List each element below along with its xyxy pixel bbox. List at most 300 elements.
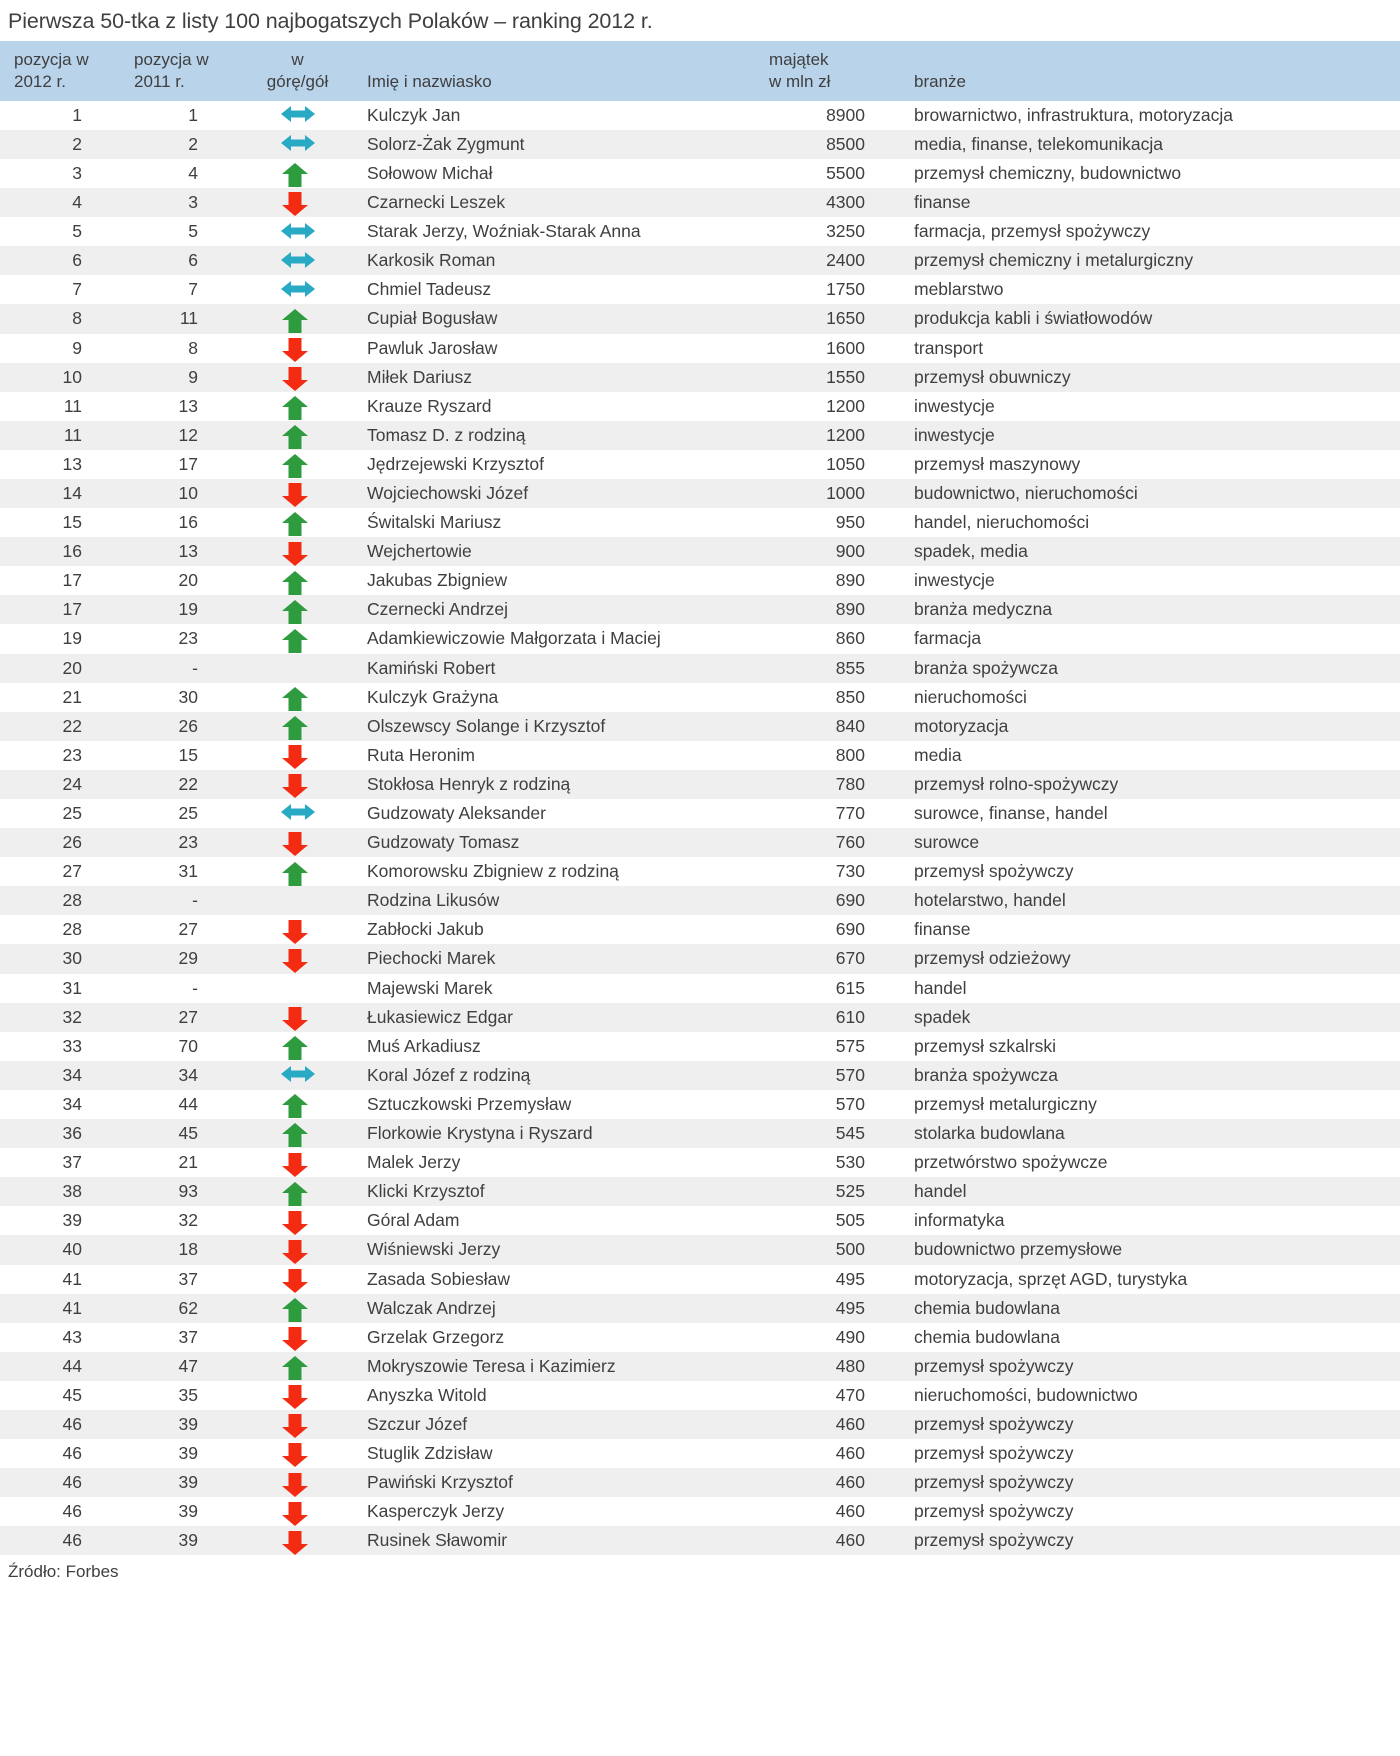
cell-industry: surowce — [914, 832, 980, 853]
cell-position-2012: 41 — [62, 1268, 82, 1289]
table-row — [0, 654, 1400, 683]
cell-position-2011: 27 — [178, 1006, 198, 1027]
table-row — [0, 683, 1400, 712]
cell-industry: przemysł spożywczy — [914, 861, 1074, 882]
arrow-down-icon — [280, 1326, 316, 1352]
cell-industry: finanse — [914, 919, 971, 940]
table-row — [0, 1439, 1400, 1468]
table-body — [0, 101, 1400, 1556]
cell-industry: przemysł spożywczy — [914, 1443, 1074, 1464]
cell-wealth-value: 855 — [835, 657, 865, 678]
cell-person-name: Jędrzejewski Krzysztof — [367, 453, 544, 474]
table-row — [0, 1206, 1400, 1235]
cell-wealth-value: 2400 — [826, 250, 865, 271]
cell-wealth-value: 530 — [835, 1152, 865, 1173]
cell-person-name: Grzelak Grzegorz — [367, 1326, 505, 1347]
cell-position-2012: 41 — [62, 1297, 82, 1318]
cell-wealth-value: 460 — [835, 1413, 865, 1434]
cell-trend — [240, 1352, 355, 1381]
table-row — [0, 595, 1400, 624]
cell-person-name: Anyszka Witold — [367, 1384, 487, 1405]
cell-person-name: Gudzowaty Tomasz — [367, 832, 520, 853]
cell-trend — [240, 1206, 355, 1235]
arrow-up-icon — [280, 1297, 316, 1323]
cell-position-2012: 16 — [62, 541, 82, 562]
cell-position-2011: 27 — [178, 919, 198, 940]
cell-wealth-value: 3250 — [826, 221, 865, 242]
cell-wealth-value: 850 — [835, 686, 865, 707]
cell-wealth-value: 495 — [835, 1268, 865, 1289]
cell-industry: budownictwo, nieruchomości — [914, 482, 1138, 503]
table-row — [0, 304, 1400, 333]
cell-wealth-value: 570 — [835, 1093, 865, 1114]
cell-trend — [240, 1265, 355, 1294]
cell-trend — [240, 363, 355, 392]
cell-industry: branża spożywcza — [914, 1064, 1058, 1085]
arrow-down-icon — [280, 773, 316, 799]
table-row — [0, 1352, 1400, 1381]
cell-person-name: Stuglik Zdzisław — [367, 1443, 493, 1464]
cell-person-name: Komorowsku Zbigniew z rodziną — [367, 861, 619, 882]
cell-industry: inwestycje — [914, 424, 995, 445]
table-row — [0, 1177, 1400, 1206]
arrow-up-icon — [280, 162, 316, 188]
cell-position-2012: 1 — [72, 104, 82, 125]
cell-position-2011: 11 — [179, 308, 198, 329]
header-line2: branże — [914, 72, 966, 92]
table-row — [0, 624, 1400, 653]
cell-industry: przemysł rolno-spożywczy — [914, 773, 1119, 794]
cell-trend — [240, 595, 355, 624]
cell-industry: stolarka budowlana — [914, 1123, 1065, 1144]
cell-trend — [240, 1381, 355, 1410]
cell-position-2011: 7 — [188, 279, 198, 300]
cell-person-name: Kasperczyk Jerzy — [367, 1501, 505, 1522]
cell-person-name: Zabłocki Jakub — [367, 919, 484, 940]
cell-industry: hotelarstwo, handel — [914, 890, 1066, 911]
cell-wealth-value: 1750 — [826, 279, 865, 300]
table-row — [0, 159, 1400, 188]
cell-person-name: Walczak Andrzej — [367, 1297, 496, 1318]
arrow-down-icon — [280, 191, 316, 217]
cell-trend — [240, 217, 355, 246]
table-row — [0, 828, 1400, 857]
cell-position-2011: 39 — [178, 1530, 198, 1551]
cell-industry: handel — [914, 977, 967, 998]
table-row — [0, 421, 1400, 450]
cell-wealth-value: 460 — [835, 1472, 865, 1493]
cell-wealth-value: 840 — [835, 715, 865, 736]
cell-trend — [240, 1468, 355, 1497]
cell-trend — [240, 479, 355, 508]
cell-person-name: Karkosik Roman — [367, 250, 496, 271]
cell-trend — [240, 1235, 355, 1264]
cell-person-name: Zasada Sobiesław — [367, 1268, 510, 1289]
cell-position-2011: 6 — [188, 250, 198, 271]
cell-position-2011: 37 — [178, 1268, 198, 1289]
cell-person-name: Kulczyk Jan — [367, 104, 461, 125]
cell-person-name: Solorz-Żak Zygmunt — [367, 133, 525, 154]
cell-person-name: Sołowow Michał — [367, 162, 493, 183]
cell-trend — [240, 246, 355, 275]
cell-position-2012: 46 — [62, 1472, 82, 1493]
table-row — [0, 479, 1400, 508]
cell-position-2011: 39 — [178, 1472, 198, 1493]
arrow-up-icon — [280, 570, 316, 596]
cell-position-2012: 32 — [62, 1006, 82, 1027]
table-row — [0, 217, 1400, 246]
cell-position-2011: 39 — [178, 1413, 198, 1434]
cell-industry: przemysł spożywczy — [914, 1355, 1074, 1376]
cell-trend — [240, 159, 355, 188]
cell-position-2012: 24 — [62, 773, 82, 794]
cell-industry: przemysł metalurgiczny — [914, 1093, 1097, 1114]
cell-position-2011: 5 — [188, 221, 198, 242]
cell-person-name: Krauze Ryszard — [367, 395, 492, 416]
table-row — [0, 1497, 1400, 1526]
cell-trend — [240, 1410, 355, 1439]
cell-position-2011: 16 — [178, 512, 198, 533]
cell-wealth-value: 950 — [835, 512, 865, 533]
cell-person-name: Pawiński Krzysztof — [367, 1472, 513, 1493]
cell-trend — [240, 886, 355, 915]
header-line1: majątek — [769, 49, 829, 69]
cell-person-name: Kamiński Robert — [367, 657, 496, 678]
header-line1: w — [291, 49, 304, 69]
arrow-up-icon — [280, 453, 316, 479]
arrow-up-icon — [280, 686, 316, 712]
cell-person-name: Gudzowaty Aleksander — [367, 803, 546, 823]
cell-position-2011: 45 — [178, 1123, 198, 1144]
cell-wealth-value: 470 — [835, 1384, 865, 1405]
cell-person-name: Mokryszowie Teresa i Kazimierz — [367, 1355, 616, 1376]
cell-position-2011: 35 — [178, 1384, 198, 1405]
cell-position-2011: 37 — [178, 1326, 198, 1347]
cell-position-2012: 40 — [62, 1239, 82, 1260]
cell-industry: branża spożywcza — [914, 657, 1058, 678]
table-row — [0, 1090, 1400, 1119]
table-row — [0, 857, 1400, 886]
cell-person-name: Czernecki Andrzej — [367, 599, 509, 620]
column-header-branch — [900, 41, 1400, 101]
cell-industry: transport — [914, 337, 984, 358]
cell-industry: przemysł chemiczny, budownictwo — [914, 162, 1182, 183]
cell-position-2011: 22 — [178, 773, 198, 794]
header-line2: w mln zł — [769, 72, 831, 92]
cell-position-2012: 46 — [62, 1443, 82, 1464]
cell-wealth-value: 8500 — [826, 133, 865, 154]
table-row — [0, 508, 1400, 537]
cell-trend — [240, 654, 355, 683]
cell-industry: przemysł spożywczy — [914, 1530, 1074, 1551]
cell-position-2012: 9 — [72, 337, 82, 358]
table-row — [0, 1003, 1400, 1032]
arrow-up-icon — [280, 1181, 316, 1207]
cell-position-2012: 39 — [62, 1210, 82, 1231]
arrow-flat-icon — [280, 221, 316, 247]
cell-trend — [240, 1497, 355, 1526]
cell-trend — [240, 1177, 355, 1206]
table-row — [0, 1381, 1400, 1410]
cell-industry: przetwórstwo spożywcze — [914, 1152, 1108, 1173]
cell-trend — [240, 1119, 355, 1148]
cell-wealth-value: 690 — [835, 890, 865, 911]
table-row — [0, 712, 1400, 741]
cell-trend — [240, 188, 355, 217]
arrow-up-icon — [280, 511, 316, 537]
cell-wealth-value: 460 — [835, 1443, 865, 1464]
arrow-flat-icon — [280, 133, 316, 159]
cell-position-2012: 28 — [62, 890, 82, 911]
cell-position-2012: 19 — [62, 628, 82, 649]
arrow-up-icon — [280, 1035, 316, 1061]
cell-trend — [240, 1439, 355, 1468]
cell-position-2012: 26 — [62, 832, 82, 853]
cell-industry: przemysł chemiczny i metalurgiczny — [914, 250, 1194, 271]
cell-industry: media, finanse, telekomunikacja — [914, 133, 1164, 154]
cell-position-2012: 5 — [72, 221, 82, 242]
cell-wealth-value: 505 — [835, 1210, 865, 1231]
cell-position-2011: 13 — [178, 541, 198, 562]
arrow-up-icon — [280, 395, 316, 421]
cell-trend — [240, 130, 355, 159]
table-row — [0, 886, 1400, 915]
arrow-up-icon — [280, 308, 316, 334]
cell-position-2011: 70 — [178, 1035, 198, 1056]
arrow-none-icon — [280, 890, 316, 916]
column-header-trend — [240, 41, 355, 101]
cell-position-2011: - — [192, 977, 198, 998]
cell-wealth-value: 480 — [835, 1355, 865, 1376]
arrow-none-icon — [280, 657, 316, 683]
table-row — [0, 799, 1400, 828]
ranking-table — [0, 41, 1400, 1556]
cell-person-name: Adamkiewiczowie Małgorzata i Maciej — [367, 628, 661, 649]
cell-position-2011: 23 — [178, 832, 198, 853]
cell-wealth-value: 500 — [835, 1239, 865, 1260]
arrow-up-icon — [280, 599, 316, 625]
cell-wealth-value: 670 — [835, 948, 865, 969]
header-line1: pozycja w — [134, 49, 209, 69]
table-row — [0, 1410, 1400, 1439]
table-row — [0, 275, 1400, 304]
cell-industry: motoryzacja — [914, 715, 1009, 736]
cell-position-2011: 2 — [188, 133, 198, 154]
cell-person-name: Świtalski Mariusz — [367, 512, 502, 533]
arrow-down-icon — [280, 919, 316, 945]
cell-trend — [240, 450, 355, 479]
arrow-flat-icon — [280, 104, 316, 130]
cell-trend — [240, 304, 355, 333]
source-note: Źródło: Forbes — [8, 1562, 119, 1582]
cell-position-2011: 10 — [178, 482, 198, 503]
cell-trend — [240, 741, 355, 770]
header-line1: pozycja w — [14, 49, 89, 69]
cell-industry: przemysł odzieżowy — [914, 948, 1071, 969]
cell-person-name: Starak Jerzy, Woźniak-Starak Anna — [367, 221, 641, 242]
arrow-down-icon — [280, 1006, 316, 1032]
arrow-up-icon — [280, 628, 316, 654]
cell-trend — [240, 915, 355, 944]
table-row — [0, 974, 1400, 1003]
table-row — [0, 1119, 1400, 1148]
cell-position-2012: 45 — [62, 1384, 82, 1405]
cell-wealth-value: 1000 — [826, 482, 865, 503]
cell-industry: przemysł szkalrski — [914, 1035, 1056, 1056]
cell-person-name: Wiśniewski Jerzy — [367, 1239, 501, 1260]
arrow-up-icon — [280, 715, 316, 741]
arrow-down-icon — [280, 744, 316, 770]
table-row — [0, 1061, 1400, 1090]
cell-trend — [240, 770, 355, 799]
table-row — [0, 1148, 1400, 1177]
cell-trend — [240, 828, 355, 857]
cell-industry: chemia budowlana — [914, 1326, 1060, 1347]
header-line2: Imię i nazwiasko — [367, 72, 492, 92]
cell-trend — [240, 624, 355, 653]
cell-position-2011: 1 — [188, 104, 198, 125]
arrow-down-icon — [280, 948, 316, 974]
cell-industry: farmacja, przemysł spożywczy — [914, 221, 1151, 242]
table-row — [0, 1294, 1400, 1323]
cell-person-name: Koral Józef z rodziną — [367, 1064, 531, 1085]
cell-position-2011: 34 — [178, 1064, 198, 1085]
cell-trend — [240, 392, 355, 421]
cell-wealth-value: 575 — [835, 1035, 865, 1056]
cell-position-2012: 34 — [62, 1064, 82, 1085]
cell-position-2012: 17 — [62, 599, 82, 620]
cell-person-name: Malek Jerzy — [367, 1152, 461, 1173]
header-line2: 2012 r. — [14, 72, 66, 92]
cell-person-name: Olszewscy Solange i Krzysztof — [367, 715, 606, 736]
cell-wealth-value: 890 — [835, 599, 865, 620]
cell-position-2012: 27 — [62, 861, 82, 882]
arrow-down-icon — [280, 1530, 316, 1556]
table-row — [0, 566, 1400, 595]
cell-industry: meblarstwo — [914, 279, 1004, 300]
arrow-down-icon — [280, 1501, 316, 1527]
cell-trend — [240, 566, 355, 595]
arrow-down-icon — [280, 366, 316, 392]
cell-industry: handel, nieruchomości — [914, 512, 1090, 533]
cell-wealth-value: 460 — [835, 1501, 865, 1522]
table-row — [0, 1323, 1400, 1352]
cell-position-2012: 36 — [62, 1123, 82, 1144]
cell-trend — [240, 101, 355, 130]
table-row — [0, 392, 1400, 421]
cell-trend — [240, 334, 355, 363]
table-row — [0, 915, 1400, 944]
cell-industry: przemysł obuwniczy — [914, 366, 1071, 387]
cell-position-2011: - — [192, 890, 198, 911]
arrow-up-icon — [280, 424, 316, 450]
cell-person-name: Tomasz D. z rodziną — [367, 424, 526, 445]
cell-wealth-value: 5500 — [826, 162, 865, 183]
cell-industry: finanse — [914, 192, 971, 213]
cell-position-2012: 20 — [62, 657, 82, 678]
cell-industry: surowce, finanse, handel — [914, 803, 1108, 823]
cell-trend — [240, 1003, 355, 1032]
cell-position-2011: 18 — [178, 1239, 198, 1260]
cell-position-2011: 62 — [178, 1297, 198, 1318]
cell-wealth-value: 1550 — [826, 366, 865, 387]
cell-position-2011: 32 — [178, 1210, 198, 1231]
table-row — [0, 334, 1400, 363]
cell-wealth-value: 610 — [835, 1006, 865, 1027]
cell-person-name: Rusinek Sławomir — [367, 1530, 508, 1551]
table-row — [0, 741, 1400, 770]
column-header-pos2012 — [0, 41, 120, 101]
cell-person-name: Miłek Dariusz — [367, 366, 473, 387]
header-row — [0, 41, 1400, 101]
cell-wealth-value: 490 — [835, 1326, 865, 1347]
cell-person-name: Szczur Józef — [367, 1413, 468, 1434]
cell-industry: przemysł spożywczy — [914, 1472, 1074, 1493]
cell-person-name: Czarnecki Leszek — [367, 192, 506, 213]
cell-position-2012: 30 — [62, 948, 82, 969]
cell-industry: chemia budowlana — [914, 1297, 1060, 1318]
cell-position-2011: 13 — [178, 395, 198, 416]
cell-industry: nieruchomości — [914, 686, 1027, 707]
cell-industry: branża medyczna — [914, 599, 1053, 620]
cell-wealth-value: 1050 — [826, 453, 865, 474]
cell-person-name: Wojciechowski Józef — [367, 482, 529, 503]
cell-wealth-value: 780 — [835, 773, 865, 794]
cell-trend — [240, 508, 355, 537]
cell-position-2011: - — [192, 657, 198, 678]
cell-wealth-value: 8900 — [826, 104, 865, 125]
cell-position-2012: 21 — [62, 686, 82, 707]
cell-industry: inwestycje — [914, 395, 995, 416]
arrow-down-icon — [280, 482, 316, 508]
arrow-flat-icon — [280, 250, 316, 276]
cell-industry: nieruchomości, budownictwo — [914, 1384, 1138, 1405]
table-row — [0, 537, 1400, 566]
cell-wealth-value: 1600 — [826, 337, 865, 358]
cell-position-2012: 33 — [62, 1035, 82, 1056]
cell-trend — [240, 857, 355, 886]
cell-position-2011: 93 — [178, 1181, 198, 1202]
arrow-down-icon — [280, 1413, 316, 1439]
cell-wealth-value: 800 — [835, 744, 865, 765]
cell-position-2012: 31 — [62, 977, 82, 998]
cell-trend — [240, 1323, 355, 1352]
table-row — [0, 1265, 1400, 1294]
page-title: Pierwsza 50-tka z listy 100 najbogatszych Polaków – ranking 2012 r. — [8, 9, 653, 33]
cell-position-2011: 31 — [178, 861, 198, 882]
cell-trend — [240, 1032, 355, 1061]
cell-trend — [240, 537, 355, 566]
cell-person-name: Piechocki Marek — [367, 948, 496, 969]
cell-position-2012: 11 — [63, 395, 82, 416]
cell-industry: spadek, media — [914, 541, 1028, 562]
cell-trend — [240, 421, 355, 450]
cell-position-2012: 28 — [62, 919, 82, 940]
cell-position-2011: 4 — [188, 162, 198, 183]
cell-position-2012: 6 — [72, 250, 82, 271]
cell-position-2011: 9 — [188, 366, 198, 387]
cell-position-2011: 39 — [178, 1501, 198, 1522]
cell-position-2012: 11 — [63, 424, 82, 445]
arrow-down-icon — [280, 1210, 316, 1236]
cell-position-2012: 10 — [62, 366, 82, 387]
cell-trend — [240, 1148, 355, 1177]
cell-industry: browarnictwo, infrastruktura, motoryzacja — [914, 104, 1233, 125]
cell-person-name: Góral Adam — [367, 1210, 460, 1231]
cell-trend — [240, 944, 355, 973]
cell-trend — [240, 275, 355, 304]
cell-position-2011: 25 — [178, 803, 198, 823]
